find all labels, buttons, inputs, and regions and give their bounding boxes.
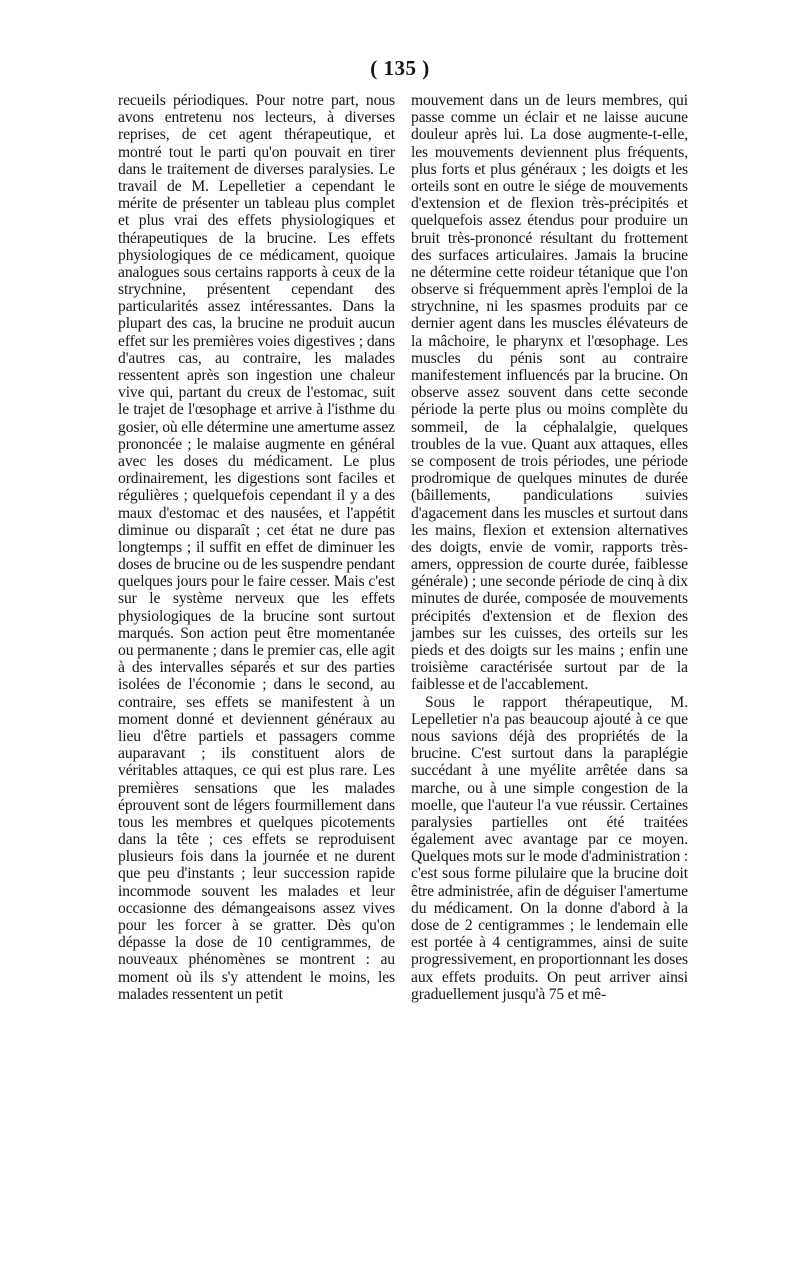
left-column bbox=[118, 92, 395, 1003]
right-column-paragraph-2: Sous le rapport thérapeutique, M. Lepelletier n'a pas beaucoup ajouté à ce que nous savions déjà des propriétés de la brucine. C'est surtout dans la paraplégie succédant à une myélite arrêtée dans sa marche, ou à une simple congestion de la moelle, que l'auteur l'a vue réussir. Certaines paralysies partielles ont été traitées également avec avantage par ce moyen. Quelques mots sur le mode d'administration : c'est sous forme pilulaire que la brucine doit être administrée, afin de déguiser l'amertume du médicament. On la donne d'abord à la dose de 2 centigrammes ; le lendemain elle est portée à 4 centigrammes, ainsi de suite progressivement, en proportionnant les doses aux effets produits. On peut arriver ainsi graduellement jusqu'à 75 et mê- bbox=[411, 693, 688, 1003]
left-column-paragraph-1: recueils périodiques. Pour notre part, nous avons entretenu nos lecteurs, à diverses reprises, de cet agent thérapeutique, et montré tout le parti qu'on pouvait en tirer dans le traitement de diverses paralysies. Le travail de M. Lepelletier a cependant le mérite de présenter un tableau plus complet et plus vrai des effets physiologiques et thérapeutiques de la brucine. Les effets physiologiques de ce médicament, quoique analogues sous certains rapports à ceux de la strychnine, présentent cependant des particularités assez intéressantes. Dans la plupart des cas, la brucine ne produit aucun effet sur les premières voies digestives ; dans d'autres cas, au contraire, les malades ressentent après son ingestion une chaleur vive qui, partant du creux de l'estomac, suit le trajet de l'œsophage et arrive à l'isthme du gosier, où elle détermine une amertume assez prononcée ; le malaise augmente en général avec les doses du médicament. Le plus ordinairement, les digestions sont faciles et régulières ; quelquefois cependant il y a des maux d'estomac et des nausées, et l'appétit diminue ou disparaît ; cet état ne dure pas longtemps ; il suffit en effet de diminuer les doses de brucine ou de les suspendre pendant quelques jours pour le faire cesser. Mais c'est sur le système nerveux que les effets physiologiques de la brucine sont surtout marqués. Son action peut être momentanée ou permanente ; dans le premier cas, elle agit à des intervalles séparés et sur des parties isolées de l'économie ; dans le second, au contraire, ses effets se manifestent à un moment donné et deviennent généraux au lieu d'être partiels et passagers comme auparavant ; ils constituent alors de véritables attaques, ce qui est plus rare. Les premières sensations que les malades éprouvent sont de légers fourmillement dans tous les membres et quelques picotements dans la tête ; ces effets se reproduisent plusieurs fois dans la journée et ne durent que peu d'instants ; leur succession rapide incommode souvent les malades et leur occasionne des démangeaisons assez vives pour les forcer à se gratter. Dès qu'on dépasse la dose de 10 centigrammes, de nouveaux phénomènes se montrent : au moment où ils s'y attendent le moins, les malades ressentent un petit bbox=[118, 92, 395, 1003]
right-column-paragraph-1: mouvement dans un de leurs membres, qui passe comme un éclair et ne laisse aucune douleur après lui. La dose augmente-t-elle, les mouvements deviennent plus fréquents, plus forts et plus généraux ; les doigts et les orteils sont en outre le siége de mouvements d'extension et de flexion très-précipités et quelquefois assez étendus pour produire un bruit très-prononcé résultant du frottement des surfaces articulaires. Jamais la brucine ne détermine cette roideur tétanique que l'on observe si fréquemment après l'emploi de la strychnine, ni les spasmes produits par ce dernier agent dans les muscles élévateurs de la mâchoire, le pharynx et l'œsophage. Les muscles du pénis sont au contraire manifestement influencés par la brucine. On observe assez souvent dans cette seconde période la perte plus ou moins complète du sommeil, de la céphalalgie, quelques troubles de la vue. Quant aux attaques, elles se composent de trois périodes, une période prodromique de quelques minutes de durée (bâillements, pandiculations suivies d'agacement dans les muscles et surtout dans les mains, flexion et extension alternatives des doigts, envie de vomir, rapports très-amers, oppression de courte durée, faiblesse générale) ; une seconde période de cinq à dix minutes de durée, composée de mouvements précipités d'extension et de flexion des jambes sur les cuisses, des orteils sur les pieds et des doigts sur les mains ; enfin une troisième caractérisée surtout par de la faiblesse et de l'accablement. bbox=[411, 92, 688, 694]
page-number: ( 135 ) bbox=[370, 56, 430, 80]
right-column bbox=[411, 92, 688, 1003]
